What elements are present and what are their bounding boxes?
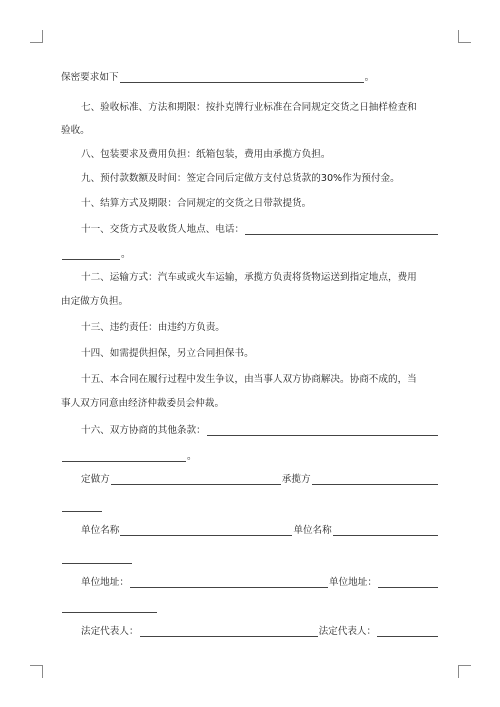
clause-12-text: 十二、运输方式：汽车或或火车运输，承揽方负责将货物运送到指定地点，费用 — [81, 272, 417, 283]
clause-13 — [61, 321, 439, 335]
party-a-label: 定做方 — [81, 474, 110, 485]
confidentiality-label: 保密要求如下 — [61, 72, 119, 83]
unit-address-b-blank — [378, 577, 438, 588]
crop-mark-top-left — [30, 30, 43, 43]
unit-name-row-cont — [61, 552, 439, 566]
clause-16-end: 。 — [187, 451, 197, 462]
delivery-contact-blank-cont — [62, 249, 120, 260]
clause-13-text: 十三、违约责任：由违约方负责。 — [81, 322, 225, 333]
other-terms-blank — [207, 425, 438, 436]
unit-address-row — [61, 576, 439, 590]
party-b-blank-cont — [62, 501, 102, 512]
party-a-blank — [111, 474, 281, 485]
clause-10 — [61, 197, 439, 211]
party-row-cont — [61, 500, 439, 514]
clause-15-line-1 — [61, 373, 439, 387]
clause-15-text: 十五、本合同在履行过程中发生争议，由当事人双方协商解决。协商不成的，当 — [81, 374, 417, 385]
unit-address-b-label: 单位地址： — [328, 577, 377, 588]
clause-15-line-2 — [61, 397, 439, 411]
party-b-blank — [312, 474, 438, 485]
confidentiality-blank — [120, 72, 364, 83]
clause-14 — [61, 347, 439, 361]
clause-11-text: 十一、交货方式及收货人地点、电话： — [81, 224, 245, 235]
delivery-contact-blank — [245, 224, 438, 235]
clause-10-text: 十、结算方式及期限：合同规定的交货之日带款提货。 — [81, 198, 312, 209]
clause-12-text-cont: 由定做方负担。 — [61, 296, 129, 307]
clause-12-line-2 — [61, 295, 439, 309]
confidentiality-line — [61, 71, 439, 85]
legal-rep-a-blank — [140, 626, 318, 637]
crop-mark-bottom-right — [458, 665, 471, 678]
clause-12-line-1 — [61, 271, 439, 285]
party-b-label: 承揽方 — [281, 474, 311, 485]
clause-9 — [61, 172, 439, 186]
other-terms-blank-cont — [62, 451, 186, 462]
party-row — [61, 473, 439, 487]
clause-16-text: 十六、双方协商的其他条款： — [81, 425, 206, 436]
clause-16-line-2 — [61, 450, 439, 464]
unit-address-b-blank-cont — [62, 602, 157, 613]
clause-7-text-cont: 验收。 — [61, 125, 90, 136]
crop-mark-bottom-left — [30, 665, 43, 678]
unit-name-b-blank — [333, 525, 438, 536]
clause-9-text: 九、预付款数额及时间：签定合同后定做方支付总货款的30%作为预付金。 — [81, 173, 400, 184]
unit-address-a-blank — [130, 577, 328, 588]
clause-16-line-1 — [61, 424, 439, 438]
clause-14-text: 十四、如需提供担保，另立合同担保书。 — [81, 348, 254, 359]
clause-11-line-1 — [61, 223, 439, 237]
unit-name-b-blank-cont — [62, 553, 132, 564]
clause-15-text-cont: 事人双方同意由经济仲裁委员会仲裁。 — [61, 398, 225, 409]
clause-11-line-2 — [61, 248, 439, 262]
clause-8 — [61, 148, 439, 162]
unit-address-row-cont — [61, 601, 439, 615]
clause-11-end: 。 — [121, 249, 131, 260]
clause-7-line-1 — [61, 101, 439, 115]
confidentiality-end: 。 — [364, 72, 375, 83]
crop-mark-top-right — [458, 30, 471, 43]
unit-name-row — [61, 524, 439, 538]
unit-name-a-blank — [120, 525, 292, 536]
legal-rep-row — [61, 625, 439, 639]
unit-name-b-label: 单位名称 — [293, 525, 332, 536]
legal-rep-b-blank — [377, 626, 438, 637]
unit-name-a-label: 单位名称 — [81, 525, 120, 536]
clause-7-text: 七、验收标准、方法和期限：按扑克牌行业标准在合同规定交货之日抽样检查和 — [81, 102, 417, 113]
legal-rep-b-label: 法定代表人： — [318, 626, 377, 637]
unit-address-a-label: 单位地址： — [81, 577, 129, 588]
legal-rep-a-label: 法定代表人： — [81, 626, 139, 637]
clause-8-text: 八、包装要求及费用负担：纸箱包装，费用由承揽方负担。 — [81, 149, 331, 160]
clause-7-line-2 — [61, 124, 439, 138]
